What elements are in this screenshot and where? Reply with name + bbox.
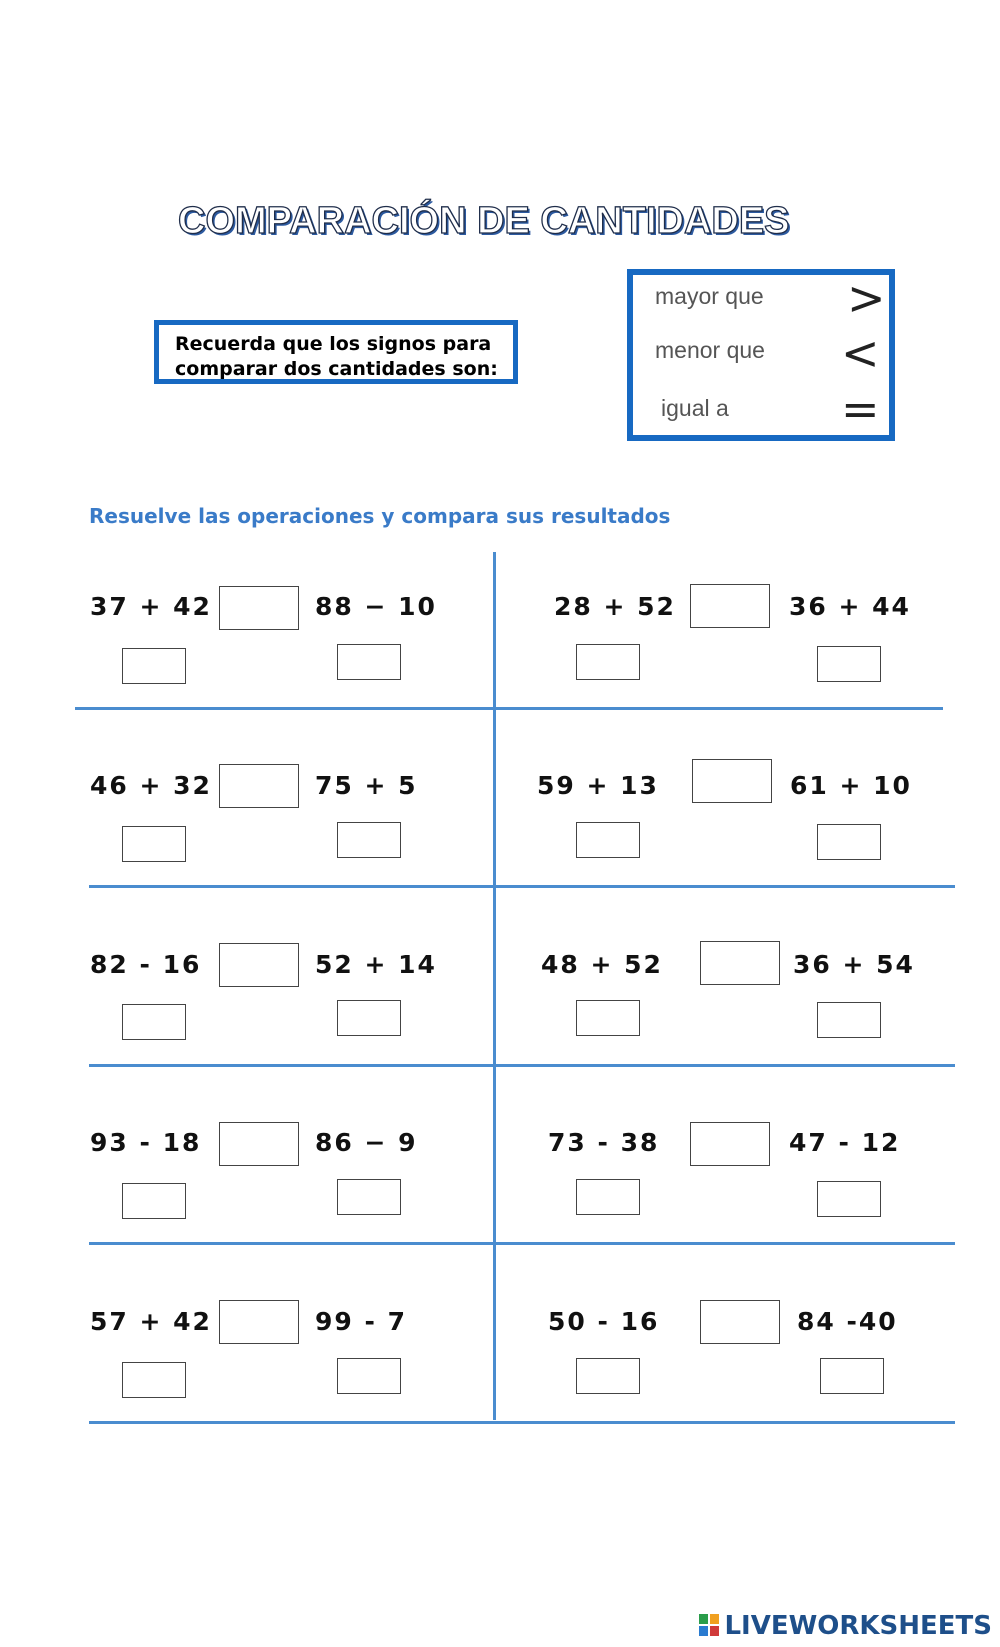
exercise-2-right-result[interactable] xyxy=(817,646,881,682)
exercise-1-left-result[interactable] xyxy=(122,648,186,684)
exercise-6-right-result[interactable] xyxy=(817,1002,881,1038)
reminder-line-1: Recuerda que los signos para xyxy=(175,333,492,355)
exercise-6-left: 48 + 52 xyxy=(541,950,663,979)
exercise-10-right-result[interactable] xyxy=(820,1358,884,1394)
row-divider-2 xyxy=(89,885,955,888)
exercise-10-sign-box[interactable] xyxy=(700,1300,780,1344)
exercise-6-sign-box[interactable] xyxy=(700,941,780,985)
exercise-2-left: 28 + 52 xyxy=(554,592,676,621)
exercise-1-left: 37 + 42 xyxy=(90,592,212,621)
less-than-icon: < xyxy=(841,326,880,380)
legend-label-less: menor que xyxy=(655,337,765,363)
exercise-6-right: 36 + 54 xyxy=(793,950,915,979)
exercise-9-right: 99 - 7 xyxy=(315,1307,407,1336)
exercise-4-right: 61 + 10 xyxy=(790,771,912,800)
exercise-7-left-result[interactable] xyxy=(122,1183,186,1219)
exercise-3-left-result[interactable] xyxy=(122,826,186,862)
exercise-2-sign-box[interactable] xyxy=(690,584,770,628)
exercise-10-left-result[interactable] xyxy=(576,1358,640,1394)
brand-watermark xyxy=(699,1611,992,1641)
exercise-3-right: 75 + 5 xyxy=(315,771,418,800)
equal-icon: = xyxy=(841,382,880,436)
exercise-5-sign-box[interactable] xyxy=(219,943,299,987)
exercise-3-sign-box[interactable] xyxy=(219,764,299,808)
exercise-5-right-result[interactable] xyxy=(337,1000,401,1036)
signs-legend xyxy=(627,269,895,441)
exercise-1-sign-box[interactable] xyxy=(219,586,299,630)
exercise-8-sign-box[interactable] xyxy=(690,1122,770,1166)
exercise-8-right-result[interactable] xyxy=(817,1181,881,1217)
exercise-2-left-result[interactable] xyxy=(576,644,640,680)
exercise-3-right-result[interactable] xyxy=(337,822,401,858)
exercise-2-right: 36 + 44 xyxy=(789,592,911,621)
exercise-7-left: 93 - 18 xyxy=(90,1128,202,1157)
exercise-9-right-result[interactable] xyxy=(337,1358,401,1394)
row-divider-4 xyxy=(89,1242,955,1245)
exercise-6-left-result[interactable] xyxy=(576,1000,640,1036)
exercise-10-right: 84 -40 xyxy=(797,1307,898,1336)
exercise-5-left-result[interactable] xyxy=(122,1004,186,1040)
brand-name: LIVEWORKSHEETS xyxy=(724,1611,992,1641)
exercise-3-left: 46 + 32 xyxy=(90,771,212,800)
exercise-9-sign-box[interactable] xyxy=(219,1300,299,1344)
row-divider-3 xyxy=(89,1064,955,1067)
row-divider-5 xyxy=(89,1421,955,1424)
exercise-10-left: 50 - 16 xyxy=(548,1307,660,1336)
exercise-9-left: 57 + 42 xyxy=(90,1307,212,1336)
exercise-4-right-result[interactable] xyxy=(817,824,881,860)
center-divider xyxy=(493,552,496,1420)
exercise-5-left: 82 - 16 xyxy=(90,950,202,979)
exercise-1-right: 88 − 10 xyxy=(315,592,437,621)
exercise-5-right: 52 + 14 xyxy=(315,950,437,979)
page-title: COMPARACIÓN DE CANTIDADES xyxy=(178,200,790,242)
legend-label-equal: igual a xyxy=(661,395,729,421)
exercise-9-left-result[interactable] xyxy=(122,1362,186,1398)
exercise-7-sign-box[interactable] xyxy=(219,1122,299,1166)
exercise-4-left: 59 + 13 xyxy=(537,771,659,800)
exercise-4-sign-box[interactable] xyxy=(692,759,772,803)
exercise-7-right-result[interactable] xyxy=(337,1179,401,1215)
greater-than-icon: > xyxy=(847,271,886,325)
legend-label-greater: mayor que xyxy=(655,283,764,309)
row-divider-1 xyxy=(75,707,943,710)
exercise-8-left: 73 - 38 xyxy=(548,1128,660,1157)
liveworksheets-logo-icon xyxy=(699,1614,721,1638)
reminder-line-2: comparar dos cantidades son: xyxy=(175,358,498,380)
exercise-4-left-result[interactable] xyxy=(576,822,640,858)
reminder-box xyxy=(154,320,518,384)
exercise-8-left-result[interactable] xyxy=(576,1179,640,1215)
exercise-8-right: 47 - 12 xyxy=(789,1128,901,1157)
instruction-text: Resuelve las operaciones y compara sus resultados xyxy=(89,504,671,528)
exercise-1-right-result[interactable] xyxy=(337,644,401,680)
exercise-7-right: 86 − 9 xyxy=(315,1128,418,1157)
